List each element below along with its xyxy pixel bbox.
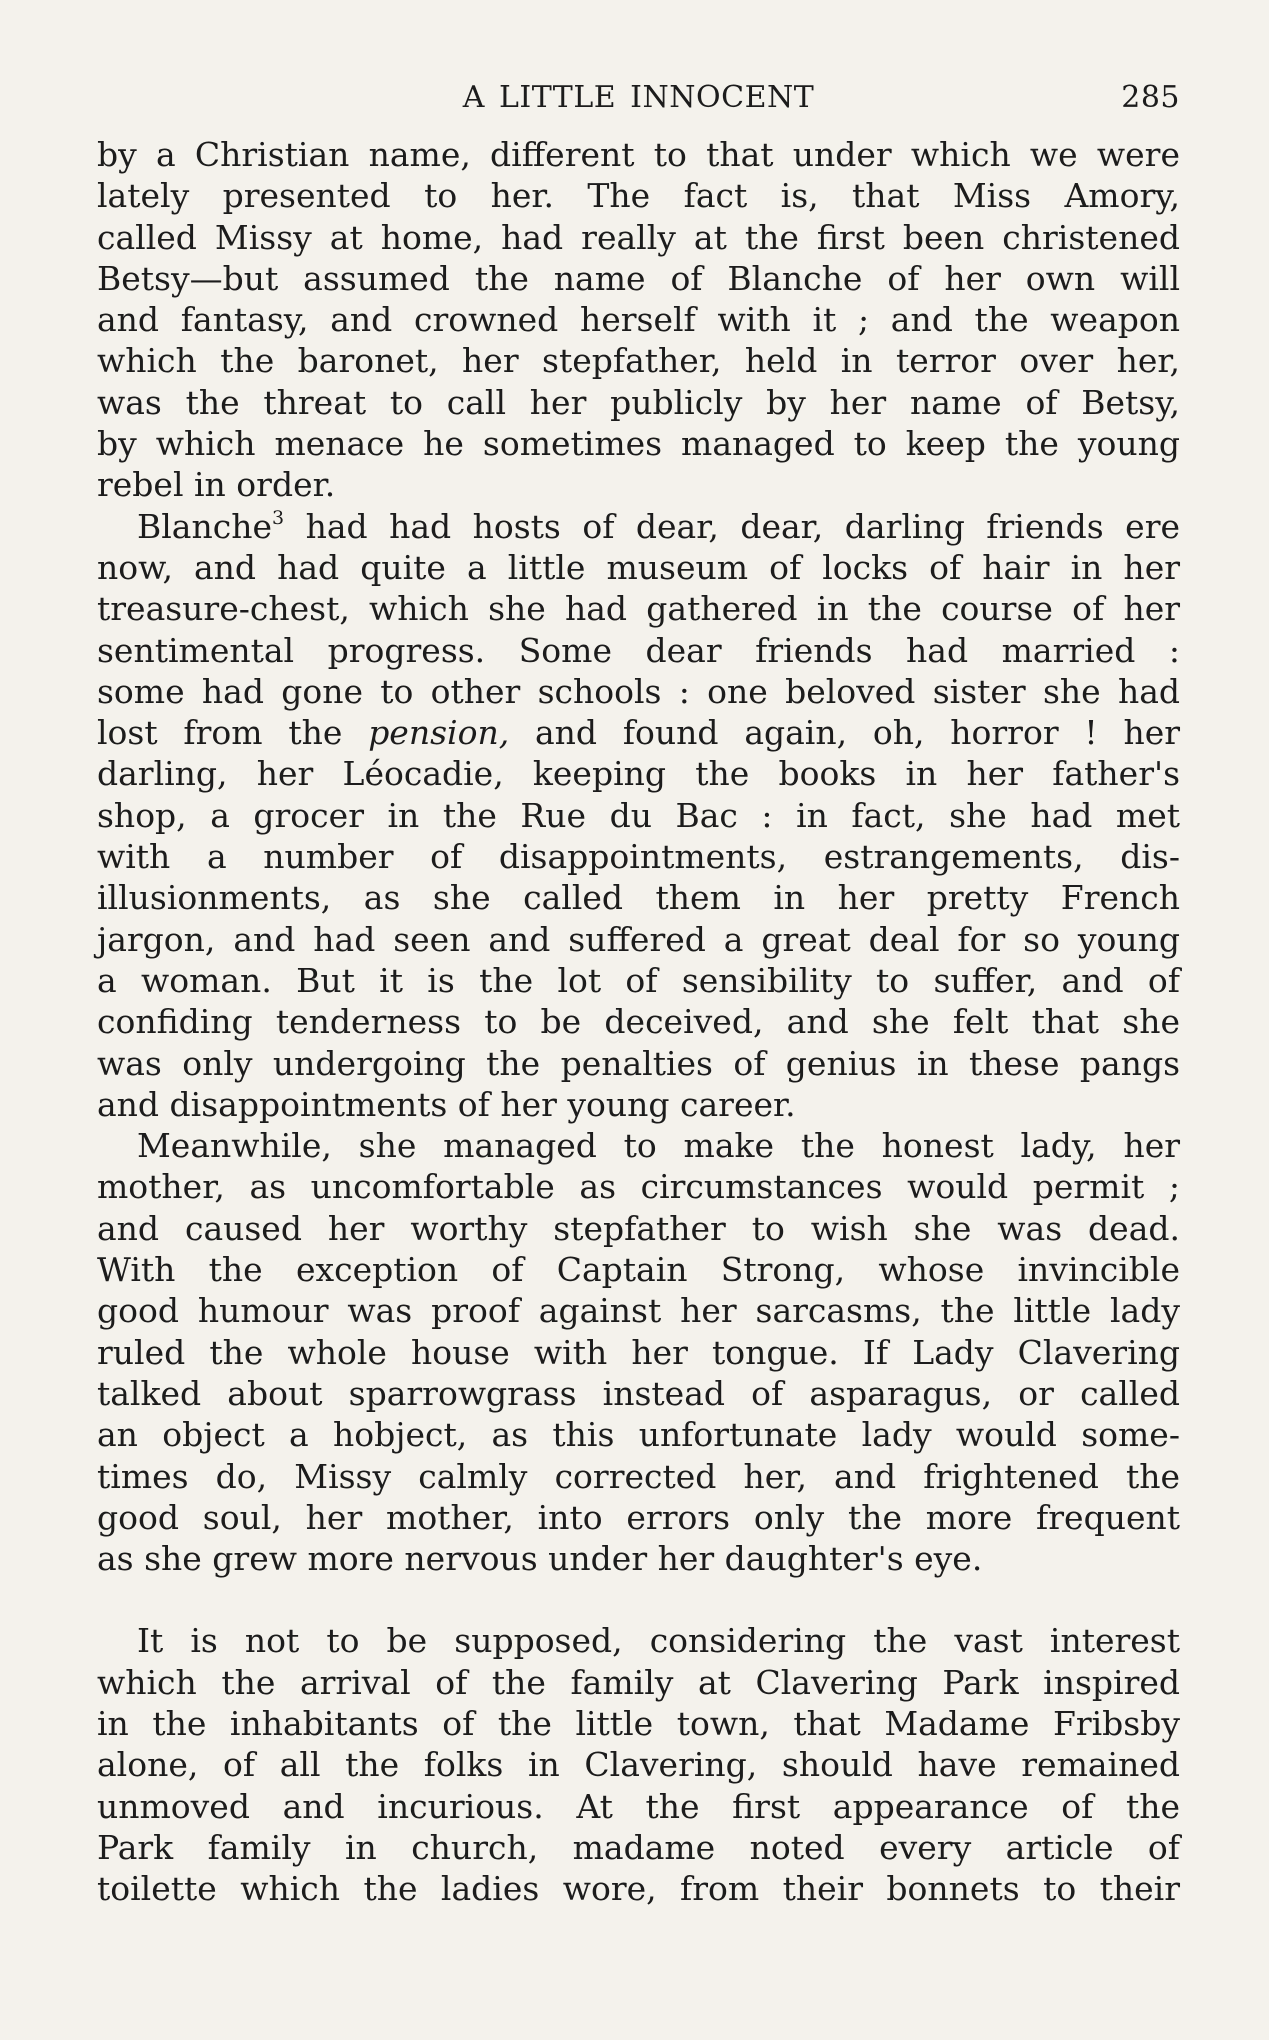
text-line: talked about sparrowgrass instead of asparagus, or called: [97, 1373, 1180, 1413]
text-line: good soul, her mother, into errors only the more frequent: [97, 1497, 1180, 1537]
text-line: times do, Missy calmly corrected her, and frightened the: [97, 1456, 1180, 1496]
italic-word: pension,: [368, 713, 510, 753]
line-rest: had had hosts of dear, dear, darling friends ere: [284, 506, 1180, 546]
text-line: rebel in order.: [97, 465, 336, 505]
line-pre: lost from the: [97, 713, 369, 753]
text-line: Betsy—but assumed the name of Blanche of her own will: [97, 258, 1180, 298]
paragraph-2: [97, 506, 1180, 1125]
text-line: [97, 712, 1180, 753]
text-line: mother, as uncomfortable as circumstances would permit ;: [97, 1167, 1180, 1207]
text-line: shop, a grocer in the Rue du Bac : in fact, she had met: [97, 795, 1180, 835]
section-break: [97, 1579, 1180, 1620]
paragraph-1: [97, 134, 1180, 506]
text-line: toilette which the ladies wore, from their bonnets to their: [97, 1869, 1180, 1909]
blanche-word: Blanche: [137, 506, 272, 546]
text-line: sentimental progress. Some dear friends had married :: [97, 630, 1180, 670]
running-head: [97, 72, 1180, 124]
text-line: confiding tenderness to be deceived, and she felt that she: [97, 1002, 1180, 1042]
text-line: by a Christian name, different to that under which we were: [97, 135, 1180, 174]
text-line: now, and had quite a little museum of locks of hair in her: [97, 547, 1180, 587]
paragraph-4: [97, 1620, 1180, 1909]
text-line: lately presented to her. The fact is, that Miss Amory,: [97, 176, 1180, 216]
text-line: alone, of all the folks in Clavering, should have remained: [97, 1745, 1180, 1785]
text-line: and caused her worthy stepfather to wish she was dead.: [97, 1208, 1180, 1248]
text-line: was the threat to call her publicly by her name of Betsy,: [97, 382, 1180, 422]
running-title: A LITTLE INNOCENT: [462, 80, 815, 115]
text-line: good humour was proof against her sarcasms, the little lady: [97, 1291, 1180, 1331]
text-line: by which menace he sometimes managed to keep the young: [97, 424, 1180, 464]
text-line: [97, 506, 1180, 547]
text-line: called Missy at home, had really at the first been christened: [97, 217, 1180, 257]
line-post: and found again, oh, horror ! her: [509, 713, 1180, 753]
text-line: which the baronet, her stepfather, held in terror over her,: [97, 341, 1180, 381]
page-number: 285: [1121, 80, 1180, 115]
text-line: was only undergoing the penalties of genius in these pangs: [97, 1043, 1180, 1083]
text-line: treasure-chest, which she had gathered in the course of her: [97, 589, 1180, 629]
text-line: darling, her Léocadie, keeping the books in her father's: [97, 754, 1180, 794]
text-line: jargon, and had seen and suffered a great deal for so young: [97, 919, 1180, 959]
text-line: Meanwhile, she managed to make the honest lady, her: [137, 1126, 1180, 1166]
text-line: in the inhabitants of the little town, that Madame Fribsby: [97, 1703, 1180, 1743]
text-line: illusionments, as she called them in her pretty French: [97, 878, 1180, 918]
body-text: [97, 134, 1180, 1909]
text-line: a woman. But it is the lot of sensibility to suffer, and of: [97, 960, 1180, 1000]
text-line: which the arrival of the family at Clavering Park inspired: [97, 1662, 1180, 1702]
text-line: Park family in church, madame noted every article of: [97, 1827, 1180, 1867]
text-line: as she grew more nervous under her daughter's eye.: [97, 1539, 983, 1579]
text-line: with a number of disappointments, estrangements, dis-: [97, 837, 1180, 877]
book-page: [97, 72, 1180, 1992]
text-line: an object a hobject, as this unfortunate lady would some-: [97, 1415, 1180, 1455]
text-line: and disappointments of her young career.: [97, 1084, 796, 1124]
text-line: some had gone to other schools : one beloved sister she had: [97, 671, 1180, 711]
text-line: With the exception of Captain Strong, whose invincible: [97, 1250, 1180, 1290]
text-line: unmoved and incurious. At the first appearance of the: [97, 1786, 1180, 1826]
text-line: and fantasy, and crowned herself with it ; and the weapon: [97, 300, 1180, 340]
footnote-ref: 3: [272, 506, 285, 529]
paragraph-3: [97, 1125, 1180, 1579]
text-line: It is not to be supposed, considering the vast interest: [137, 1621, 1180, 1661]
text-line: ruled the whole house with her tongue. If Lady Clavering: [97, 1332, 1180, 1372]
